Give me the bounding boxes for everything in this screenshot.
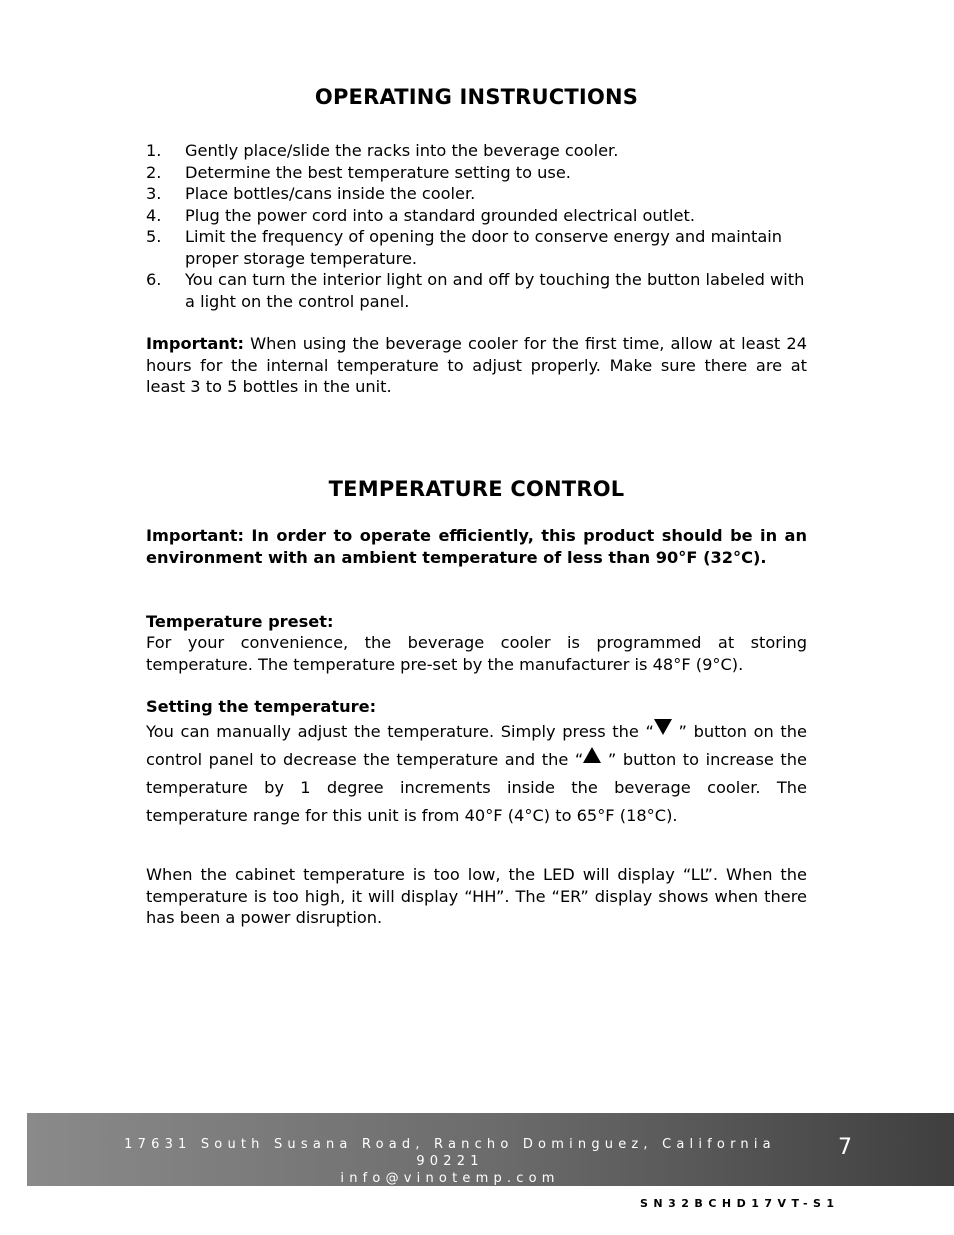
ambient-temperature-warning: Important: In order to operate efficiently, this product should be in an environment with an ambient temperature of less than 90°F (32°C). — [146, 526, 807, 567]
step-number: 5. — [146, 227, 162, 246]
list-item — [146, 226, 807, 269]
step-number: 1. — [146, 141, 162, 160]
step-text: Limit the frequency of opening the door to conserve energy and maintain proper storage temperature. — [185, 227, 783, 268]
setting-text-part2: ” button on the control panel to decrease the temperature and the “ — [146, 722, 807, 769]
step-text: Gently place/slide the racks into the beverage cooler. — [185, 141, 619, 160]
up-triangle-icon — [583, 747, 601, 763]
step-text: Plug the power cord into a standard grounded electrical outlet. — [185, 205, 695, 225]
footer-address: 17631 South Susana Road, Rancho Dominguez, California 90221 — [124, 1137, 776, 1169]
list-item — [146, 140, 807, 162]
operating-steps-list — [146, 140, 807, 312]
setting-temperature-text — [146, 718, 807, 830]
important-label: Important: — [146, 334, 244, 353]
list-item — [146, 205, 807, 227]
list-item — [146, 183, 807, 205]
step-text: You can turn the interior light on and off by touching the button labeled with a light on the control panel. — [185, 270, 805, 311]
temperature-preset-text: For your convenience, the beverage cooler is programmed at storing temperature. The temperature pre-set by the manufacturer is 48°F (9°C). — [146, 633, 807, 674]
footer-email: info@vinotemp.com — [340, 1171, 560, 1186]
setting-text-part1: You can manually adjust the temperature. Simply press the “ — [146, 722, 654, 741]
operating-instructions-heading: OPERATING INSTRUCTIONS — [314, 85, 639, 109]
led-display-text: When the cabinet temperature is too low, the LED will display “LL”. When the temperature is too high, it will display “HH”. The “ER” display shows when there has been a power disruption. — [146, 865, 807, 927]
temperature-control-heading: TEMPERATURE CONTROL — [328, 477, 625, 501]
model-number: SN32BCHD17VT-S1 — [640, 1197, 840, 1210]
page-number: 7 — [838, 1135, 852, 1160]
temperature-preset-heading: Temperature preset: — [146, 612, 334, 631]
step-number: 6. — [146, 270, 162, 289]
down-triangle-icon — [654, 719, 672, 735]
setting-text-part3: ” button to increase the temperature by 1 degree increments inside the beverage cooler. The temperature range for this unit is from 40°F (4°C) to 65°F (18°C). — [146, 750, 807, 825]
step-number: 4. — [146, 205, 162, 225]
step-number: 2. — [146, 162, 162, 182]
list-item — [146, 162, 807, 184]
step-text: Place bottles/cans inside the cooler. — [185, 184, 476, 203]
important-text: When using the beverage cooler for the first time, allow at least 24 hours for the internal temperature to adjust properly. Make sure there are at least 3 to 5 bottles in the unit. — [146, 334, 807, 396]
setting-temperature-heading: Setting the temperature: — [146, 697, 377, 716]
first-use-important-note — [146, 333, 807, 398]
step-number: 3. — [146, 184, 162, 203]
step-text: Determine the best temperature setting to use. — [185, 162, 571, 182]
footer-address-block — [100, 1136, 800, 1187]
list-item — [146, 269, 807, 312]
